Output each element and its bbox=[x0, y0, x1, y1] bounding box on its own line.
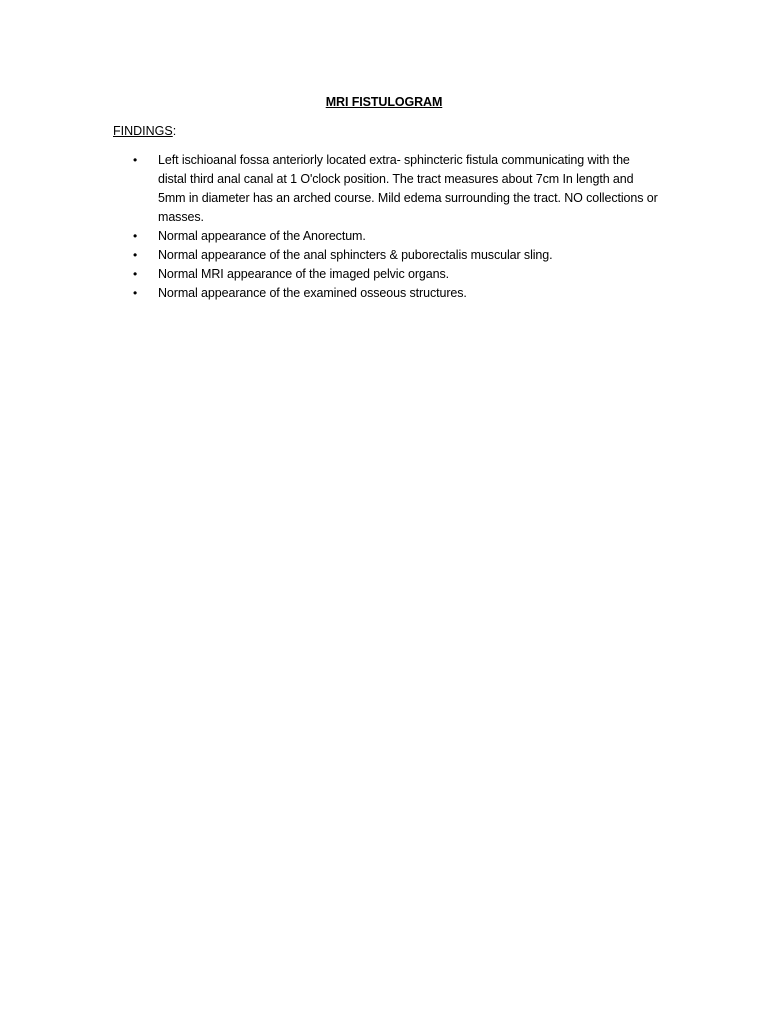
bullet-icon: • bbox=[133, 229, 138, 243]
bullet-icon: • bbox=[133, 153, 138, 167]
finding-text: Normal MRI appearance of the imaged pelvic organs. bbox=[158, 267, 449, 281]
finding-text: Left ischioanal fossa anteriorly located extra- sphincteric fistula communicating with the distal third anal canal at 1 O'clock position. The tract measures about 7cm In length and 5mm in diameter has an arched course. Mild edema surrounding the tract. NO collections or masses. bbox=[158, 153, 658, 224]
list-item bbox=[0, 246, 658, 265]
findings-label: FINDINGS bbox=[113, 124, 173, 138]
list-item bbox=[0, 265, 658, 284]
finding-text: Normal appearance of the anal sphincters & puborectalis muscular sling. bbox=[158, 248, 553, 262]
findings-heading bbox=[113, 123, 176, 139]
list-item bbox=[0, 151, 658, 227]
finding-text: Normal appearance of the examined osseous structures. bbox=[158, 286, 467, 300]
list-item bbox=[0, 284, 658, 303]
bullet-icon: • bbox=[133, 248, 138, 262]
bullet-icon: • bbox=[133, 267, 138, 281]
bullet-icon: • bbox=[133, 286, 138, 300]
findings-list bbox=[0, 151, 768, 303]
finding-text: Normal appearance of the Anorectum. bbox=[158, 229, 366, 243]
list-item bbox=[0, 227, 658, 246]
findings-colon: : bbox=[172, 124, 177, 138]
report-title: MRI FISTULOGRAM bbox=[325, 95, 443, 109]
